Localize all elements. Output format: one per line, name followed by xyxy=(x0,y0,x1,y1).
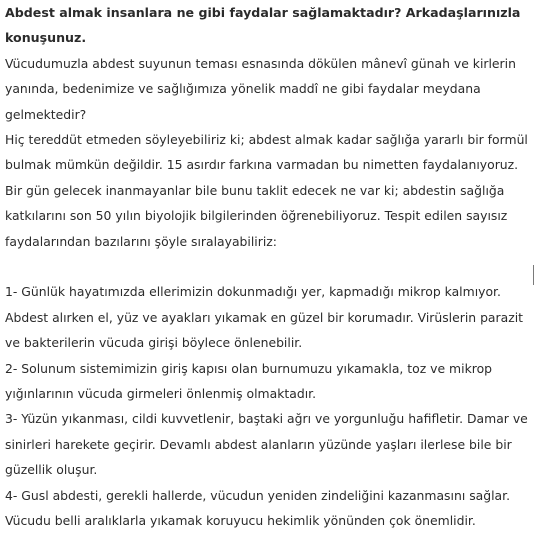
intro-answer-paragraph: Hiç tereddüt etmeden söyleyebiliriz ki; abdest almak kadar sağlığa yararlı bir formül bulmak mümkün değildir. 15 asırdır farkına varmadan bu nimetten faydalanıyoruz. Bir gün gelecek inanmayanlar bile bunu taklit edecek ne var ki; abdestin sağlığa katkılarını son 50 yılın biyolojik bilgilerinden öğrenebiliyoruz. Tespit edilen sayısız faydalarından bazılarını şöyle sıralayabiliriz: xyxy=(5,132,528,249)
article-body xyxy=(5,0,539,534)
paragraph-spacer xyxy=(5,254,539,279)
intro-question-paragraph: Vücudumuzla abdest suyunun teması esnasında dökülen mânevî günah ve kirlerin yanında, bedenimize ve sağlığımıza yönelik maddî ne gibi faydalar meydana gelmektedir? xyxy=(5,55,516,122)
text-cursor xyxy=(533,265,534,285)
list-item: 1- Günlük hayatımızda ellerimizin dokunmadığı yer, kapmadığı mikrop kalmıyor. Abdest alırken el, yüz ve ayakları yıkamak en güzel bir korumadır. Virüslerin parazit ve bakterilerin vücuda girişi böylece önlenebilir. xyxy=(5,284,524,351)
list-item: 2- Solunum sistemimizin giriş kapısı olan burnumuzu yıkamakla, toz ve mikrop yığınlarının vücuda girmeleri önlenmiş olmaktadır. xyxy=(5,360,493,402)
list-item: 3- Yüzün yıkanması, cildi kuvvetlenir, baştaki ağrı ve yorgunluğu hafifletir. Damar ve sinirleri harekete geçirir. Devamlı abdest alanların yüzünde yaşları ilerlese bile bir güzellik oluşur. xyxy=(5,411,528,478)
question-heading: Abdest almak insanlara ne gibi faydalar sağlamaktadır? Arkadaşlarınızla konuşunuz. xyxy=(5,5,521,46)
list-item: 4- Gusl abdesti, gerekli hallerde, vücudun yeniden zindeliğini kazanmasını sağlar. Vücudu belli aralıklarla yıkamak koruyucu hekimlik yönünden çok önemlidir. xyxy=(5,487,511,529)
